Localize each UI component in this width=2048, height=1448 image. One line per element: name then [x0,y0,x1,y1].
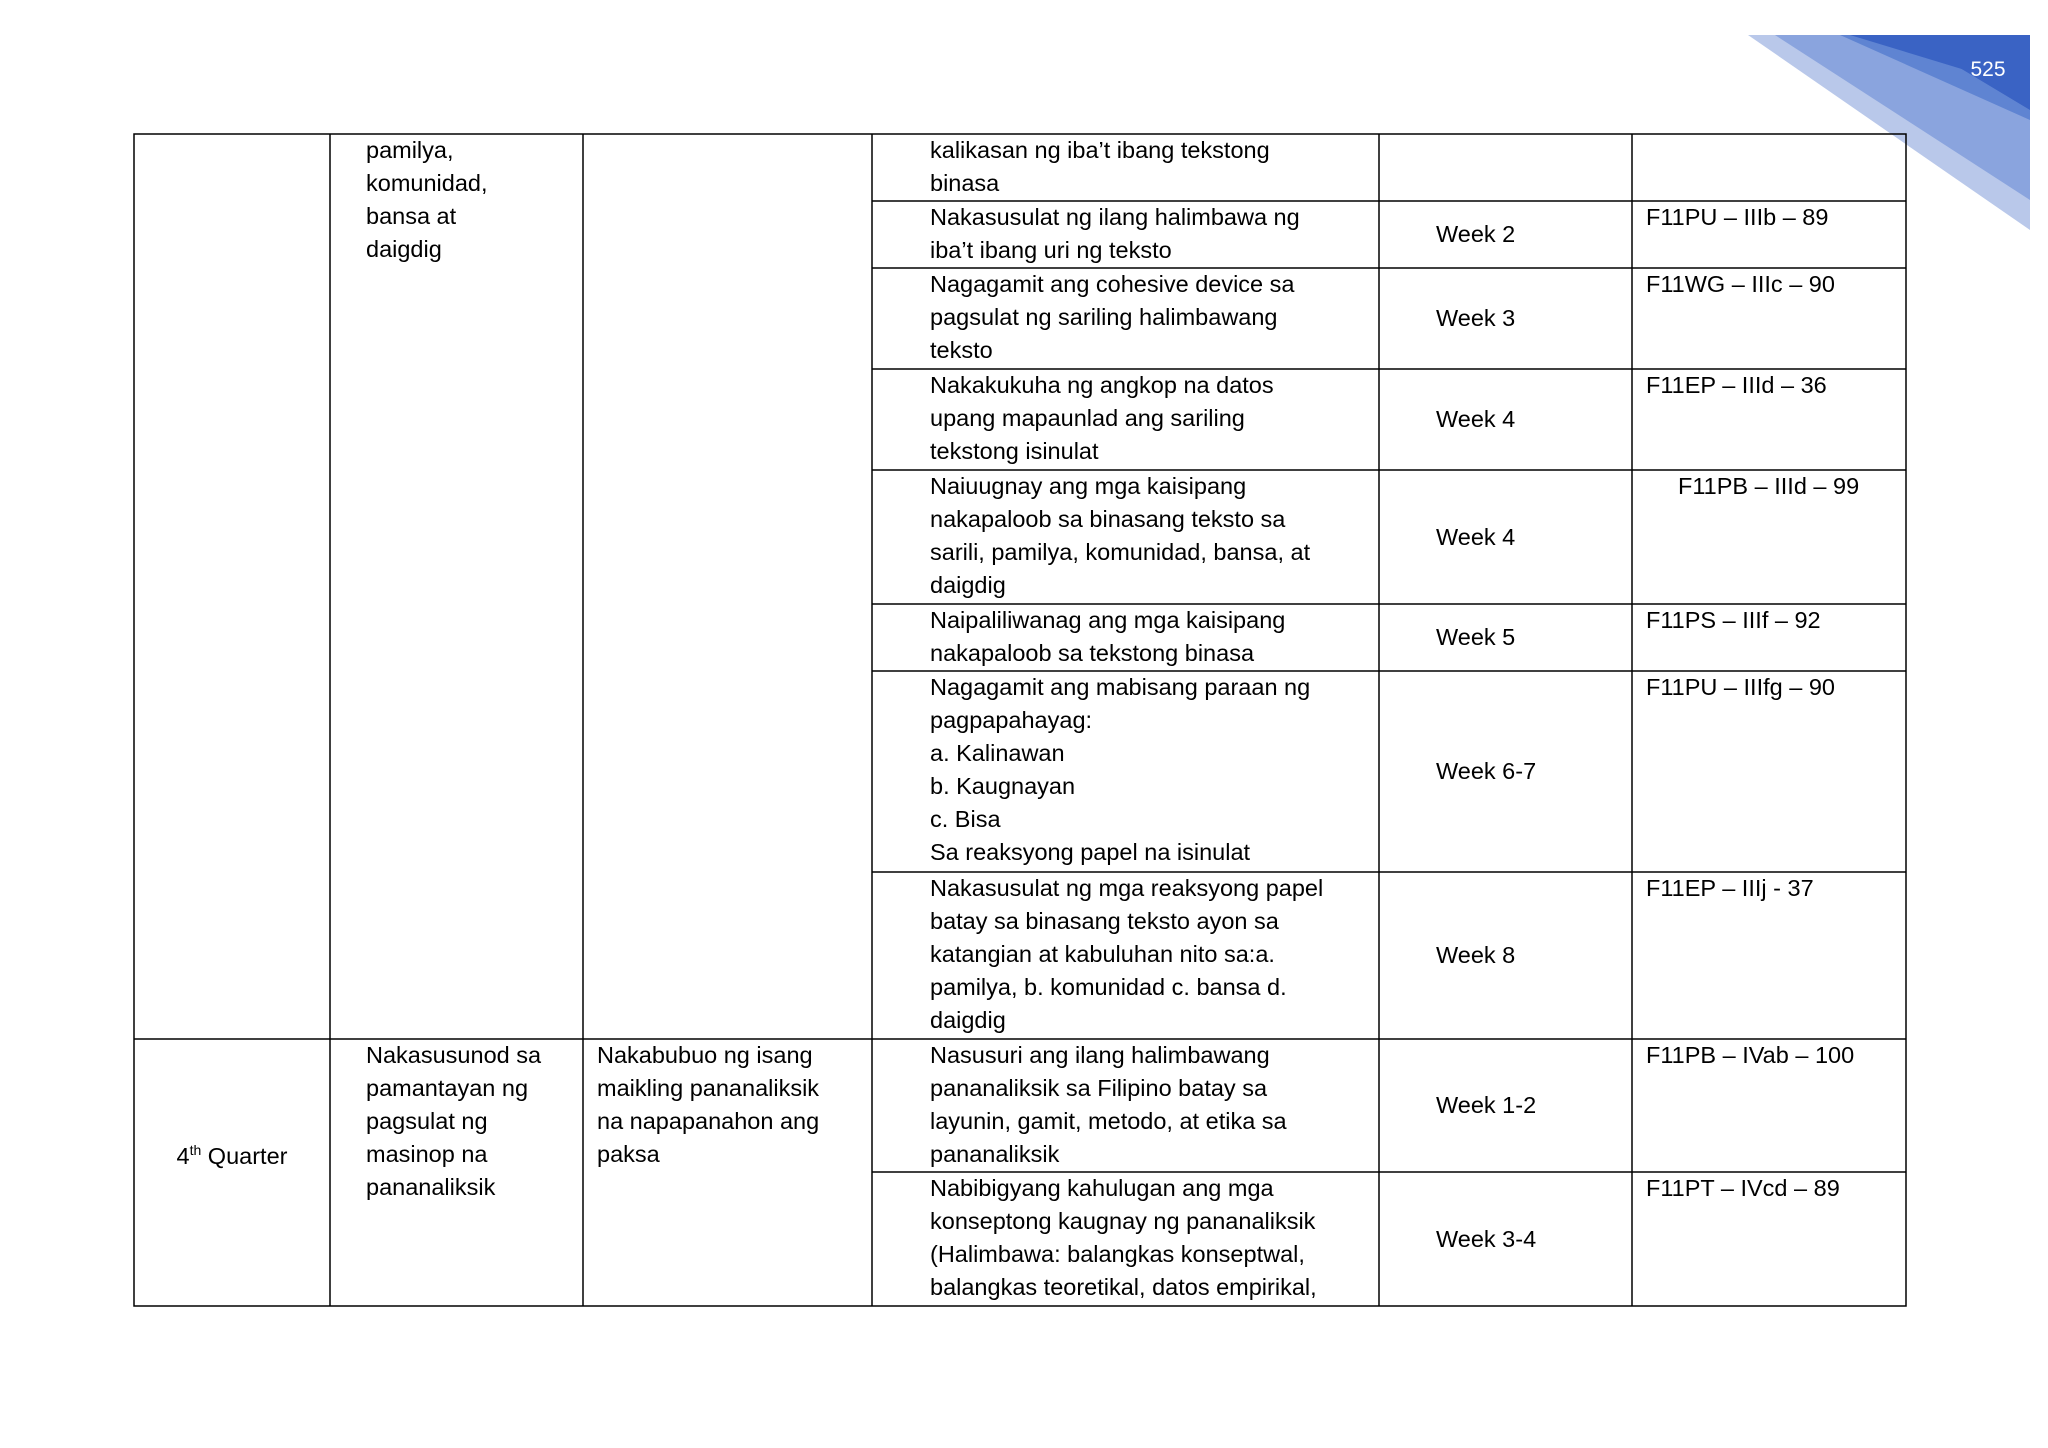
quarter-cell [134,1039,330,1274]
competency-cell: Nagagamit ang mabisang paraan ng pagpapahayag: a. Kalinawan b. Kaugnayan c. Bisa Sa reaksyong papel na isinulat [930,674,1311,865]
quarter-word: Quarter [201,1143,288,1169]
code-cell: F11PB – IVab – 100 [1646,1042,1855,1068]
code-cell: F11PS – IIIf – 92 [1646,607,1821,633]
code-cell: F11PU – IIIb – 89 [1646,204,1829,230]
competency-cell: Nakasusulat ng mga reaksyong papel batay sa binasang teksto ayon sa katangian at kabuluhan nito sa:a. pamilya, b. komunidad c. bansa d. daigdig [930,875,1324,1033]
competency-cell: Naiuugnay ang mga kaisipang nakapaloob sa binasang teksto sa sarili, pamilya, komunidad, bansa, at daigdig [930,473,1311,598]
topic-cell: pamilya, komunidad, bansa at daigdig [366,137,488,262]
week-cell: Week 3-4 [1436,1225,1537,1252]
competency-cell: Nabibigyang kahulugan ang mga konseptong kaugnay ng pananaliksik (Halimbawa: balangkas konseptwal, balangkas teoretikal, datos empirikal, [930,1175,1317,1300]
content-standard-cell: Nakasusunod sa pamantayan ng pagsulat ng masinop na pananaliksik [366,1042,542,1200]
week-cell: Week 1-2 [1436,1092,1537,1118]
code-cell: F11PB – IIId – 99 [1678,473,1860,499]
page-number: 525 [1970,58,2006,81]
quarter-ordinal: 4 [176,1143,190,1169]
competency-cell: kalikasan ng iba’t ibang tekstong binasa [930,137,1270,196]
quarter-suffix: th [189,1142,202,1159]
competency-cell: Nakakukuha ng angkop na datos upang mapaunlad ang sariling tekstong isinulat [930,372,1274,464]
code-cell: F11PT – IVcd – 89 [1646,1175,1840,1201]
competency-cell: Nakasusulat ng ilang halimbawa ng iba’t ibang uri ng teksto [930,204,1300,263]
week-cell: Week 8 [1436,942,1516,968]
week-cell: Week 6-7 [1436,758,1537,784]
week-cell: Week 2 [1436,221,1516,247]
code-cell: F11EP – IIId – 36 [1646,372,1827,398]
competency-cell: Nasusuri ang ilang halimbawang pananaliksik sa Filipino batay sa layunin, gamit, metodo, at etika sa pananaliksik [930,1042,1287,1167]
week-cell: Week 3 [1436,305,1516,331]
code-cell: F11PU – IIIfg – 90 [1646,674,1835,700]
competency-cell: Nagagamit ang cohesive device sa pagsulat ng sariling halimbawang teksto [930,271,1295,363]
week-cell: Week 4 [1436,406,1516,432]
week-cell: Week 5 [1436,624,1516,650]
code-cell: F11WG – IIIc – 90 [1646,271,1835,297]
week-cell: Week 4 [1436,523,1516,550]
code-cell: F11EP – IIIj - 37 [1646,875,1814,901]
competency-cell: Naipaliliwanag ang mga kaisipang nakapaloob sa tekstong binasa [930,607,1286,666]
performance-standard-cell: Nakabubuo ng isang maikling pananaliksik na napapanahon ang paksa [597,1042,820,1167]
